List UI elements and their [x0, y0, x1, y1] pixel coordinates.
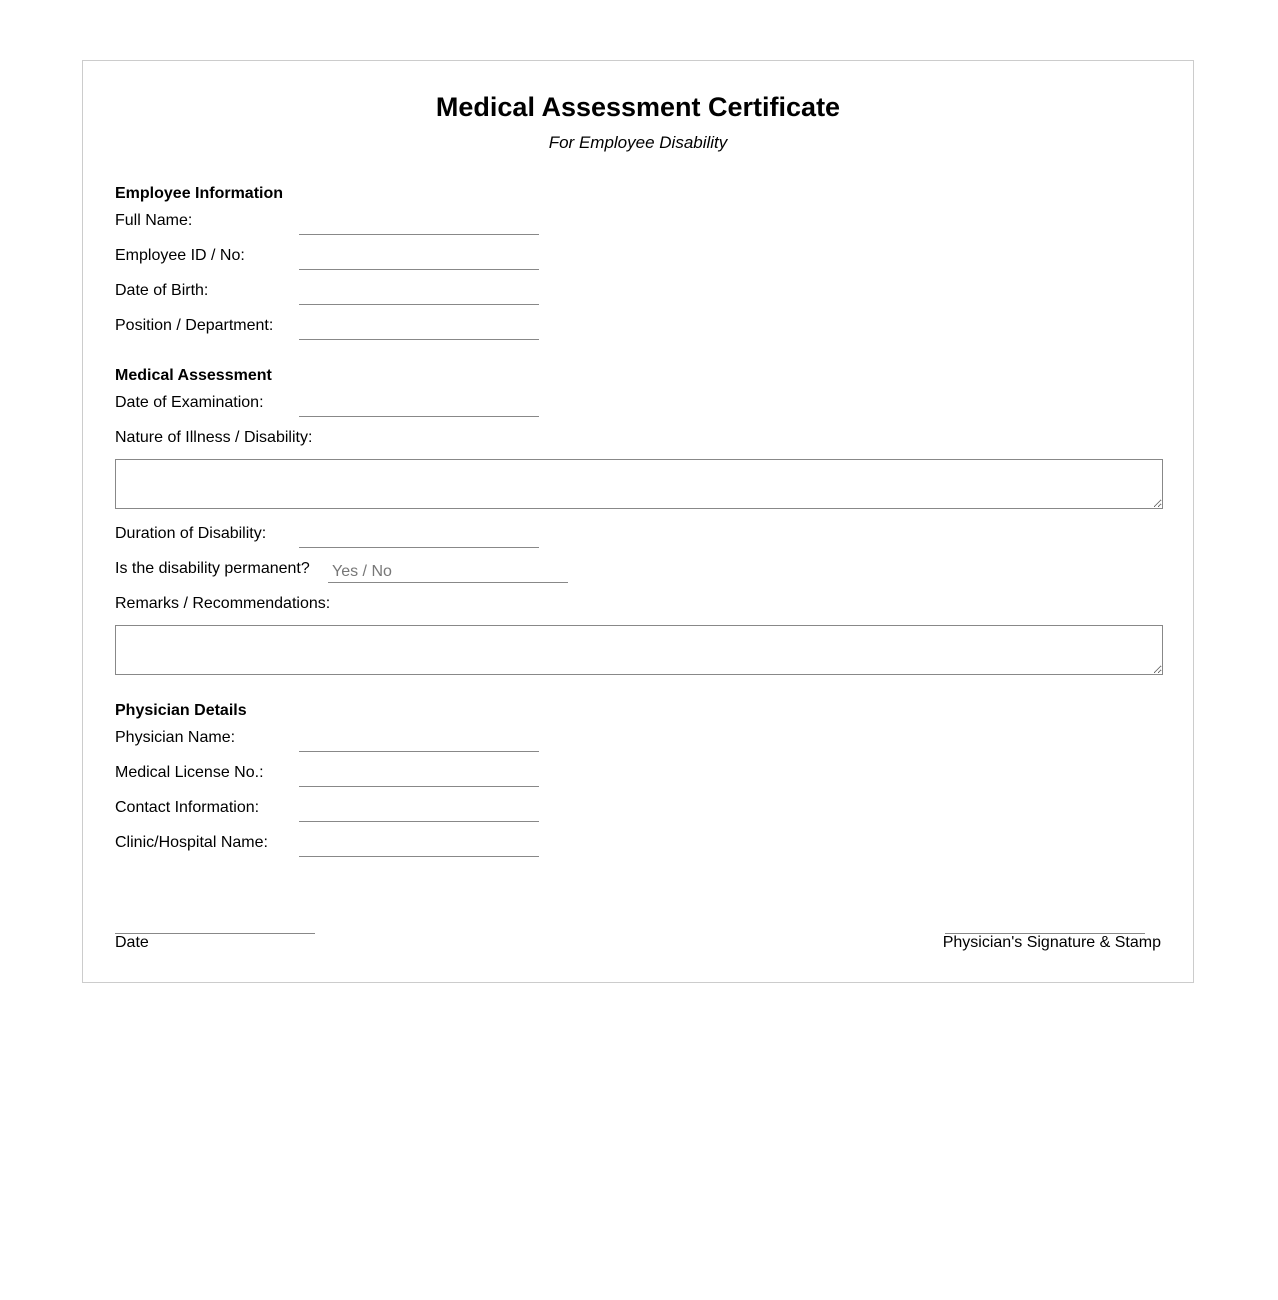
physician-name-input[interactable]: [299, 730, 539, 752]
date-label: Date: [115, 934, 149, 951]
section-employee-information: Employee Information: [115, 185, 284, 202]
full-name-input[interactable]: [299, 213, 539, 235]
clinic-input[interactable]: [299, 835, 539, 857]
duration-label: Duration of Disability:: [115, 525, 267, 542]
position-label: Position / Department:: [115, 317, 274, 334]
section-physician-details: Physician Details: [115, 702, 247, 719]
clinic-label: Clinic/Hospital Name:: [115, 834, 268, 851]
position-input[interactable]: [299, 318, 539, 340]
permanent-label: Is the disability permanent?: [115, 560, 310, 577]
remarks-textarea[interactable]: [115, 625, 1163, 675]
certificate-page: [82, 60, 1194, 983]
employee-id-input[interactable]: [299, 248, 539, 270]
physician-name-label: Physician Name:: [115, 729, 236, 746]
employee-id-label: Employee ID / No:: [115, 247, 245, 264]
nature-textarea[interactable]: [115, 459, 1163, 509]
remarks-label: Remarks / Recommendations:: [115, 595, 331, 612]
exam-date-label: Date of Examination:: [115, 394, 264, 411]
signature-label: Physician's Signature & Stamp: [942, 934, 1161, 951]
permanent-input[interactable]: [328, 561, 568, 583]
contact-input[interactable]: [299, 800, 539, 822]
section-medical-assessment: Medical Assessment: [115, 367, 272, 384]
page-subtitle: For Employee Disability: [548, 133, 728, 152]
license-label: Medical License No.:: [115, 764, 264, 781]
dob-label: Date of Birth:: [115, 282, 209, 299]
duration-input[interactable]: [299, 526, 539, 548]
contact-label: Contact Information:: [115, 799, 260, 816]
nature-label: Nature of Illness / Disability:: [115, 429, 313, 446]
exam-date-input[interactable]: [299, 395, 539, 417]
page-title: Medical Assessment Certificate: [435, 92, 841, 122]
license-input[interactable]: [299, 765, 539, 787]
full-name-label: Full Name:: [115, 212, 193, 229]
dob-input[interactable]: [299, 283, 539, 305]
